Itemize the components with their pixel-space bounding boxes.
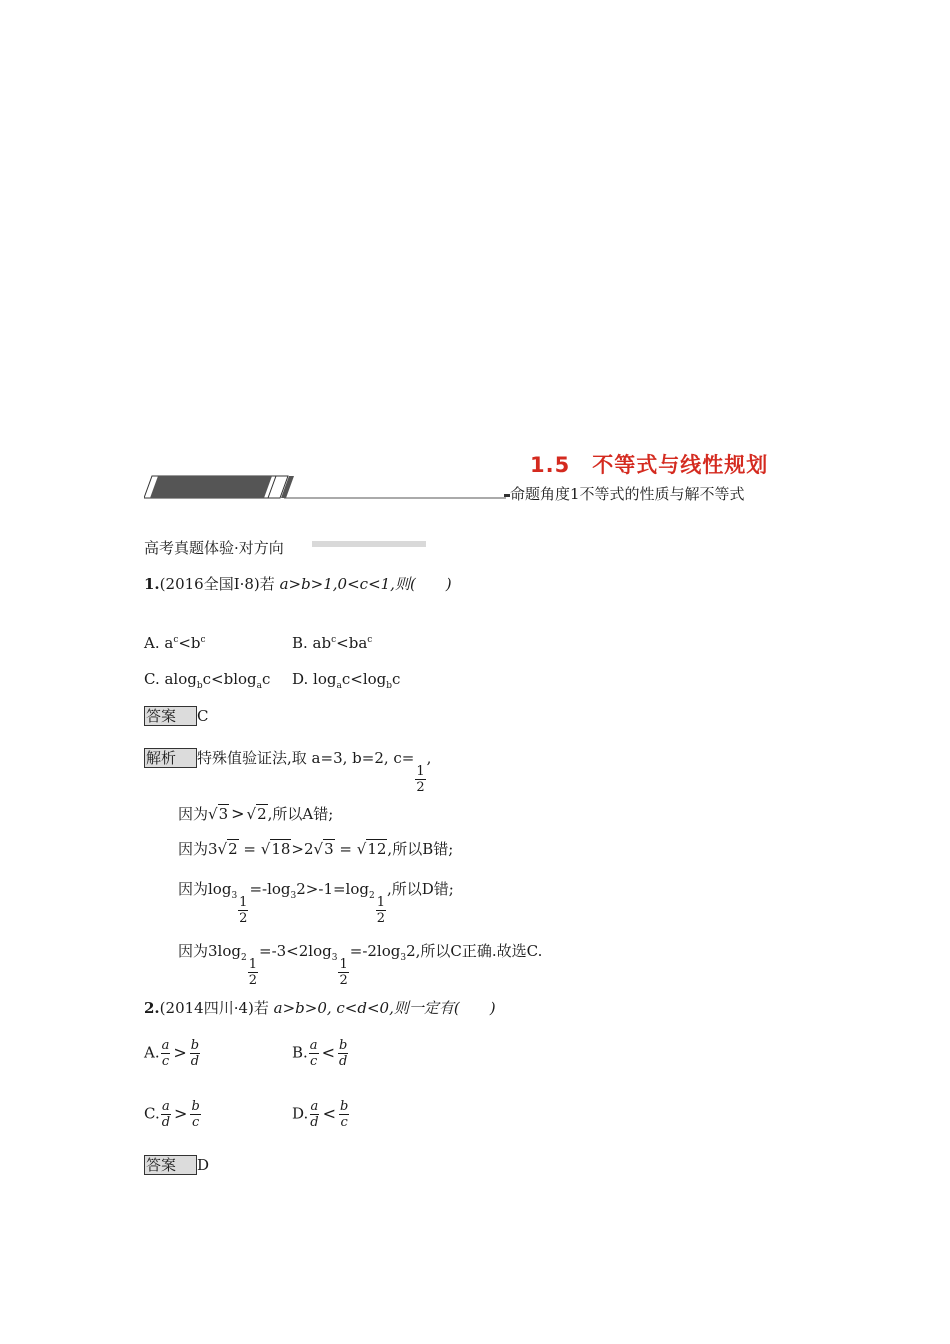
answer-value: D	[197, 1156, 210, 1174]
q1-analysis: 解析 特殊值验证法,取 a=3, b=2, c= $\frac{1}{2}$ ,	[146, 749, 432, 795]
section-title: 高考真题体验·对方向	[144, 539, 284, 557]
q1-option-d: D. $\log_ac<\log_bc$	[292, 670, 401, 691]
q2-option-d: D. $\frac{a}{d}$ < $\frac{b}{c}$	[292, 1099, 349, 1130]
header-subtitle: 命题角度1不等式的性质与解不等式	[510, 485, 745, 503]
q2-option-c: C. $\frac{a}{d}$ > $\frac{b}{c}$	[144, 1099, 200, 1130]
answer-value: C	[197, 707, 209, 725]
analysis-label: 解析	[144, 748, 197, 768]
q1-analysis-line-1: 因为√3 > √2,所以A错;	[178, 804, 334, 823]
page-title: 1.5 不等式与线性规划	[530, 453, 769, 477]
q1-answer	[144, 706, 209, 726]
q2-option-a: A. $\frac{a}{c}$ > $\frac{b}{d}$	[144, 1038, 200, 1069]
q1-analysis-line-3: 因为$\log_3$ $\frac{1}{2}$ $=-\log_32>-1=\log_2$ $\frac{1}{2}$ ,所以D错;	[178, 880, 454, 926]
q1-option-a: A. $a^c<b^c$	[144, 634, 206, 652]
question-2-stem: 2.(2014四川·4)若 a>b>0, c<d<0,则一定有( )	[144, 999, 496, 1017]
q2-answer	[144, 1155, 209, 1175]
answer-label: 答案	[144, 1155, 197, 1175]
q1-option-c: C. alog$_b$c<blog$_a$c	[144, 670, 271, 691]
q1-analysis-line-2: 因为3√2 = √18>2√3 = √12,所以B错;	[178, 840, 454, 858]
q1-option-b: B. $ab^c<ba^c$	[292, 634, 373, 652]
question-1-stem: 1.(2016全国Ⅰ·8)若 a>b>1,0<c<1,则( )	[144, 575, 452, 593]
q1-analysis-line-4: 因为$3\log_2$ $\frac{1}{2}$ $=-3<2\log_3$ $\frac{1}{2}$ $=-2\log_32$,所以C正确.故选C.	[178, 942, 543, 988]
q2-option-b: B. $\frac{a}{c}$ < $\frac{b}{d}$	[292, 1038, 348, 1069]
section-divider	[312, 541, 426, 547]
header-decoration	[144, 474, 514, 500]
answer-label: 答案	[144, 706, 197, 726]
